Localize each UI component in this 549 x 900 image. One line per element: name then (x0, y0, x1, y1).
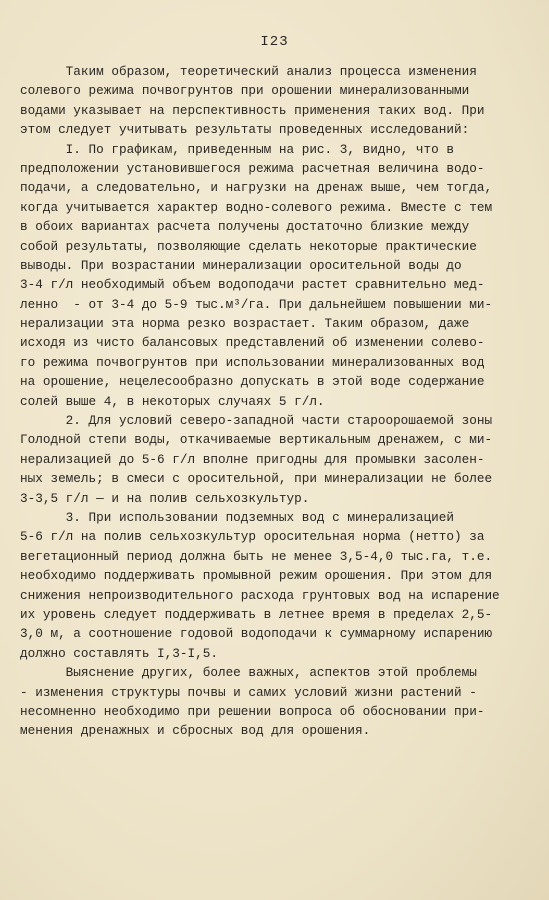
text-line: их уровень следует поддерживать в летнее время в пределах 2,5- (20, 606, 493, 622)
text-line: ных земель; в смеси с оросительной, при минерализации не более (20, 471, 493, 487)
text-line: предположении установившегося режима расчетная величина водо- (20, 160, 485, 176)
text-line: на орошение, нецелесообразно допускать в этой воде содержание (20, 374, 485, 390)
text-line: Таким образом, теоретический анализ процесса изменения (20, 64, 477, 79)
text-line: 3,0 м, а соотношение годовой водоподачи к суммарному испарению (20, 626, 493, 642)
text-line: несомненно необходимо при решении вопроса об обосновании при- (20, 703, 485, 719)
text-line: Голодной степи воды, откачиваемые вертикальным дренажем, с ми- (20, 432, 493, 448)
text-line: должно составлять I,3-I,5. (20, 645, 218, 661)
text-line: 3. При использовании подземных вод с минерализацией (20, 509, 454, 525)
text-line: необходимо поддерживать промывной режим орошения. При этом для (20, 568, 493, 584)
text-line: го режима почвогрунтов при использовании минерализованных вод (20, 354, 485, 370)
text-line: 3-3,5 г/л — и на полив сельхозкультур. (20, 490, 310, 506)
text-line: - изменения структуры почвы и самих условий жизни растений - (20, 684, 477, 700)
text-line: солей выше 4, в некоторых случаях 5 г/л. (20, 393, 325, 409)
text-line: этом следует учитывать результаты проведенных исследований: (20, 122, 470, 138)
text-line: выводы. При возрастании минерализации оросительной воды до (20, 257, 462, 273)
text-line: 5-6 г/л на полив сельхозкультур оросительная норма (нетто) за (20, 529, 485, 545)
text-line: собой результаты, позволяющие сделать некоторые практические (20, 238, 477, 254)
text-line: нерализации эта норма резко возрастает. Таким образом, даже (20, 316, 470, 332)
text-line: нерализацией до 5-6 г/л вполне пригодны для промывки засолен- (20, 451, 485, 467)
text-line: когда учитывается характер водно-солевого режима. Вместе с тем (20, 199, 493, 215)
text-line: исходя из чисто балансовых представлений об изменении солево- (20, 335, 485, 351)
text-line: I. По графикам, приведенным на рис. 3, видно, что в (20, 141, 454, 157)
text-line: Выяснение других, более важных, аспектов этой проблемы (20, 665, 477, 681)
text-line: в обоих вариантах расчета получены достаточно близкие между (20, 219, 470, 235)
text-line: водами указывает на перспективность применения таких вод. При (20, 102, 485, 118)
text-line: подачи, а следовательно, и нагрузки на дренаж выше, чем тогда, (20, 180, 493, 196)
text-line: менения дренажных и сбросных вод для орошения. (20, 723, 371, 739)
text-line: ленно - от 3-4 до 5-9 тыс.м³/га. При дальнейшем повышении ми- (20, 296, 493, 312)
document-body (20, 62, 530, 741)
text-line: солевого режима почвогрунтов при орошении минерализованными (20, 83, 470, 99)
text-line: 2. Для условий северо-западной части староорошаемой зоны (20, 413, 493, 429)
text-line: вегетационный период должна быть не менее 3,5-4,0 тыс.га, т.е. (20, 548, 493, 564)
text-line: 3-4 г/л необходимый объем водоподачи растет сравнительно мед- (20, 277, 485, 293)
text-line: снижения непроизводительного расхода грунтовых вод на испарение (20, 587, 500, 603)
page-number: I23 (260, 34, 289, 50)
